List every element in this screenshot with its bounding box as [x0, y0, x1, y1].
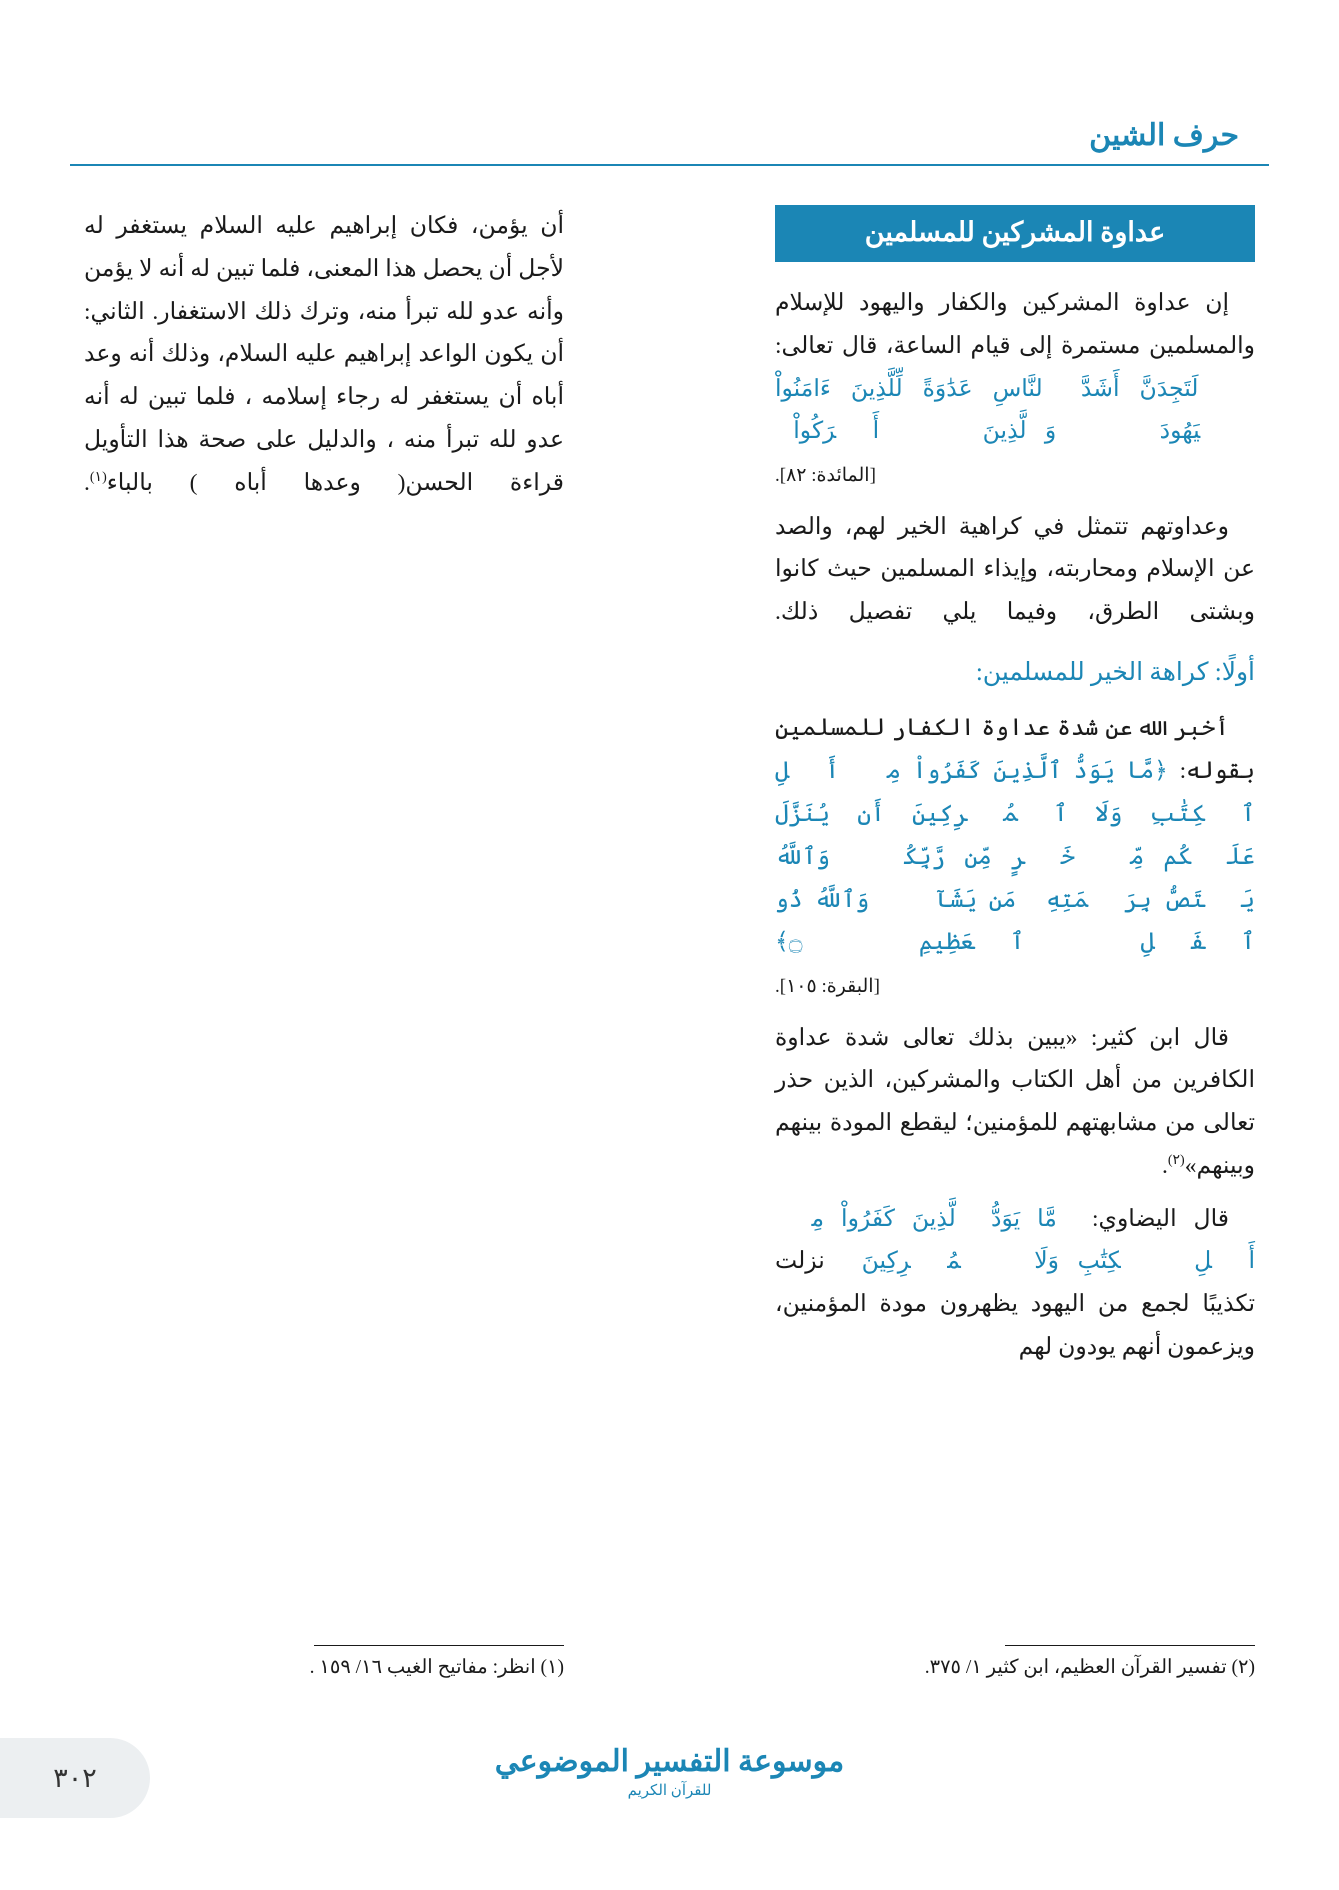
publisher-logo-main: موسوعة التفسير الموضوعي: [494, 1745, 845, 1778]
paragraph-right-4-tail: .: [1161, 1152, 1168, 1179]
paragraph-right-1: [775, 282, 1255, 453]
quran-quote-3: ﴿مَّا يَوَدُّ ٱلَّذِينَ كَفَرُواْ مِنۡ أَهۡلِ ٱلۡكِتَٰبِ وَلَا ٱلۡمُشۡرِكِينَ﴾: [775, 1205, 1255, 1275]
column-left: [84, 205, 564, 514]
paragraph-right-4-text: قال ابن كثير: «يبين بذلك تعالى شدة عداوة الكافرين من أهل الكتاب والمشركين، الذين حذر تعالى من مشابهتهم للمؤمنين؛ ليقطع المودة بينهم وبينهم»: [775, 1024, 1255, 1179]
paragraph-left-1-text: أن يؤمن، فكان إبراهيم عليه السلام يستغفر له لأجل أن يحصل هذا المعنى، فلما تبين له أنه لا يؤمن وأنه عدو لله تبرأ منه، وترك ذلك الاستغفار. الثاني: أن يكون الواعد إبراهيم عليه السلام، وذلك أنه وعد أباه أن يستغفر له رجاء إسلامه ، فلما تبين له أنه عدو لله تبرأ منه ، والدليل على صحة هذا التأويل قراءة الحسن( وعدها أباه ) بالباء: [84, 213, 564, 496]
footnote-divider-right: [1005, 1645, 1255, 1646]
quran-ref-2: [البقرة: ١٠٥].: [775, 976, 880, 998]
page-footer: [0, 1738, 1339, 1828]
paragraph-left-1: [84, 205, 564, 504]
paragraph-left-1-tail: .: [84, 469, 90, 496]
publisher-logo: [495, 1744, 844, 1800]
quran-quote-2: ﴿مَّا يَوَدُّ ٱلَّذِينَ كَفَرُواْ مِنۡ أَهۡلِ ٱلۡكِتَٰبِ وَلَا ٱلۡمُشۡرِكِينَ أَن يُنَزَّلَ عَلَيۡكُم مِّنۡ خَيۡرٍ مِّن رَّبِّكُمۡۚ وَٱللَّهُ يَخۡتَصُّ بِرَحۡمَتِهِۦ مَن يَشَآءُۚ وَٱللَّهُ ذُو ٱلۡفَضۡلِ ٱلۡعَظِيمِ ۝﴾: [775, 758, 1255, 956]
subheading-first: أولًا: كراهة الخير للمسلمين:: [975, 658, 1255, 686]
section-title-band: عداوة المشركين للمسلمين: [775, 205, 1255, 262]
body-columns: [84, 205, 1255, 1685]
footnote-right-text: (٢) تفسير القرآن العظيم، ابن كثير ١/ ٣٧٥.: [924, 1657, 1255, 1678]
publisher-logo-sub: للقرآن الكريم: [627, 1783, 712, 1799]
footnote-divider-left: [314, 1645, 564, 1646]
quran-ref-1: [المائدة: ٨٢].: [775, 465, 876, 487]
paragraph-right-5-text: نزلت تكذيبًا لجمع من اليهود يظهرون مودة المؤمنين، ويزعمون أنهم يودون لهم: [775, 1248, 1255, 1360]
footnote-right: [775, 1645, 1255, 1679]
page-number-badge: [0, 1738, 150, 1818]
page-number: ٣٠٢: [53, 1762, 97, 1793]
column-right: [775, 205, 1255, 1379]
paragraph-right-2: وعداوتهم تتمثل في كراهية الخير لهم، والصد عن الإسلام ومحاربته، وإيذاء المسلمين حيث كانوا وبشتى الطرق، وفيما يلي تفصيل ذلك.: [775, 513, 1255, 626]
header-divider: [70, 164, 1269, 166]
footnote-left-text: (١) انظر: مفاتيح الغيب ١٦/ ١٥٩ .: [309, 1657, 564, 1678]
paragraph-right-3: [775, 707, 1255, 964]
paragraph-right-3-text: أخبر الله عن شدة عداوة الكفار للمسلمين بقوله:: [775, 715, 1256, 785]
footnotes-area: [84, 1645, 1255, 1715]
footnote-ref-2: (٢): [1167, 1153, 1185, 1169]
footnote-ref-1: (١): [89, 469, 107, 485]
quran-quote-1: ﴿۞ لَتَجِدَنَّ أَشَدَّ ٱلنَّاسِ عَدَٰوَةً لِّلَّذِينَ ءَامَنُواْ ٱلۡيَهُودَ وَٱلَّذِينَ أَشۡرَكُواْ﴾: [775, 375, 1255, 445]
page-header: [70, 118, 1269, 170]
paragraph-right-1-text: إن عداوة المشركين والكفار واليهود للإسلام والمسلمين مستمرة إلى قيام الساعة، قال تعالى:: [775, 290, 1255, 359]
paragraph-right-4: [775, 1017, 1255, 1188]
running-head-title: حرف الشين: [1089, 119, 1239, 152]
paragraph-right-5: [775, 1198, 1255, 1369]
paragraph-right-5-lead: قال اليضاوي:: [1092, 1205, 1230, 1232]
footnote-left: [84, 1645, 564, 1679]
